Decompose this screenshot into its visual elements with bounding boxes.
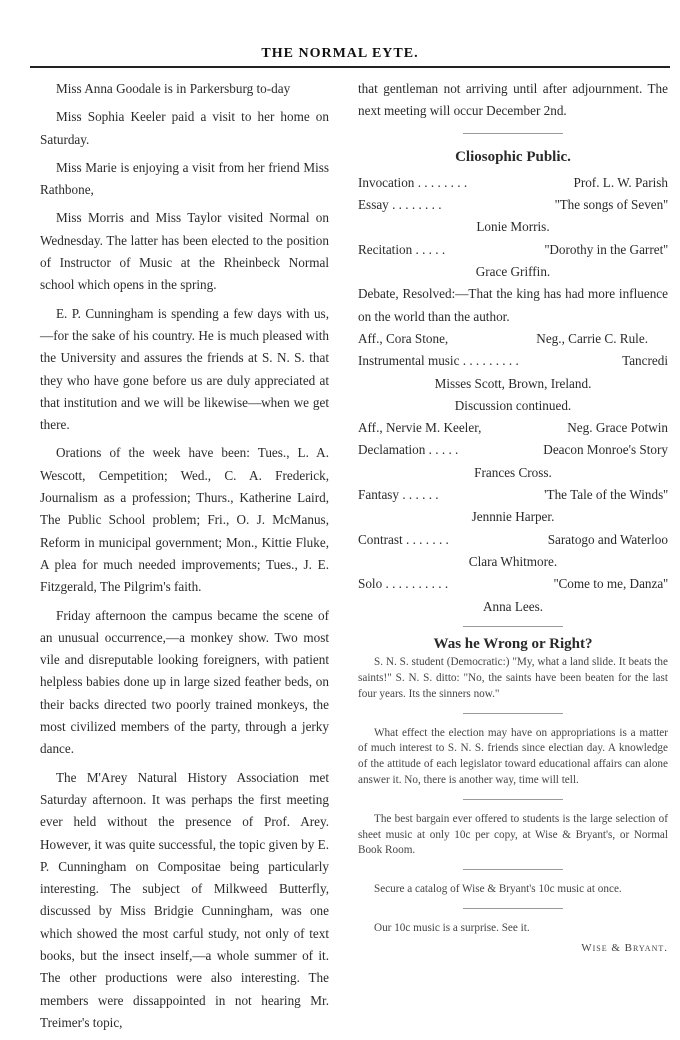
program-fantasy: Fantasy . . . . . . 'The Tale of the Winds'' xyxy=(358,487,668,503)
paragraph: Miss Morris and Miss Taylor visited Normal on Wednesday. The latter has been elected to the position of Instructor of Music at the Rheinbeck Normal school which opens in the spring. xyxy=(40,210,329,293)
program-title: Cliosophic Public. xyxy=(455,148,571,165)
continuation-paragraph: that gentleman not arriving until after adjournment. The next meeting will occur December 2nd. xyxy=(358,81,668,119)
paragraph: The M'Arey Natural History Association met Saturday afternoon. It was perhaps the first meeting ever held without the presence of Prof. Arey. However, it was quite successful, the topic given by E. P. Cunningham on Compositae being particularly interesting. The subject of Milkweed Butterfly, discussed by Miss Bridgie Cunningham, was one which showed the most carful study, not only of text books, but the insect inself,—a whole summer of it. The other productions were also interesting. The members were dissappointed in not hearing Mr. Treimer's topic, xyxy=(40,769,329,1030)
divider xyxy=(463,908,563,909)
performer: Misses Scott, Brown, Ireland. xyxy=(434,375,592,391)
program-recitation: Recitation . . . . . ''Dorothy in the Garret'' xyxy=(358,241,668,257)
performer: Frances Cross. xyxy=(474,464,552,480)
paragraph: Miss Sophia Keeler paid a visit to her home on Saturday. xyxy=(40,109,329,147)
paragraph: Miss Anna Goodale is in Parkersburg to-day xyxy=(56,81,291,96)
divider xyxy=(463,133,563,134)
paragraph: S. N. S. student (Democratic:) "My, what a land slide. It beats the saints!" S. N. S. ditto: "No, the saints have been beaten for the last four years. Its the sinners now." xyxy=(358,656,668,700)
discussion-sides: Aff., Nervie M. Keeler, Neg. Grace Potwin xyxy=(358,420,668,436)
program-instrumental: Instrumental music . . . . . . . . . Tancredi xyxy=(358,353,668,369)
signature: Wise & Bryant. xyxy=(581,941,668,954)
article-title: Was he Wrong or Right? xyxy=(433,635,593,652)
performer: Jennnie Harper. xyxy=(471,509,555,525)
divider xyxy=(463,799,563,800)
paragraph: Orations of the week have been: Tues., L. A. Wescott, Cempetition; Wed., C. A. Frederick, Journalism as a profession; Thurs., Katherine Laird, The Public School problem; Fri., O. J. McManus, Reform in municipal government; Mon., Kittie Fluke, A plea for much needed improvements; Tues., J. E. Fitzgerald, The Pilgrim's faith. xyxy=(40,445,329,595)
paragraph: Friday afternoon the campus became the scene of an unusual occurrence,—a monkey show. Two most vile and disreputable looking foreigners, with patient helpless babies done up in large sized feather beds, on their backs directed two poorly trained monkeys, the most civilized members of the party, through a jerky dance. xyxy=(40,607,329,757)
program-discussion: Discussion continued. xyxy=(454,397,572,413)
advertisement: Our 10c music is a surprise. See it. xyxy=(374,921,530,934)
performer: Anna Lees. xyxy=(482,598,544,614)
advertisement: The best bargain ever offered to students is the large selection of sheet music at only 10c per copy, at Wise & Bryant's, or Normal Book Room. xyxy=(358,812,668,857)
masthead: THE NORMAL EYTE. xyxy=(261,46,419,61)
divider xyxy=(463,713,563,714)
right-column xyxy=(358,78,668,956)
program-debate: Debate, Resolved:—That the king has had more influence on the world than the author. xyxy=(358,286,668,324)
program-solo: Solo . . . . . . . . . . ''Come to me, Danza'' xyxy=(358,576,668,592)
performer: Clara Whitmore. xyxy=(468,553,558,569)
performer: Lonie Morris. xyxy=(476,219,550,235)
debate-sides: Aff., Cora Stone, Neg., Carrie C. Rule. xyxy=(358,330,648,346)
divider xyxy=(463,869,563,870)
program-declamation: Declamation . . . . . Deacon Monroe's Story xyxy=(358,442,668,458)
paragraph: Miss Marie is enjoying a visit from her friend Miss Rathbone, xyxy=(40,159,329,198)
program-contrast: Contrast . . . . . . . Saratogo and Waterloo xyxy=(358,531,668,547)
advertisement: Secure a catalog of Wise & Bryant's 10c music at once. xyxy=(374,883,622,896)
program-essay: Essay . . . . . . . . ''The songs of Seven'' xyxy=(358,197,668,213)
program-invocation: Invocation . . . . . . . . Prof. L. W. Parish xyxy=(358,174,668,190)
left-column xyxy=(40,78,329,1040)
performer: Grace Griffin. xyxy=(475,264,551,280)
divider xyxy=(463,626,563,627)
paragraph: E. P. Cunningham is spending a few days with us,—for the sake of his country. He is much pleased with the University and assures the friends at S. N. S. that they who have gone before us are duly appreciated at that institution and we will be likewise—when we get there. xyxy=(40,305,329,433)
header-rule xyxy=(30,66,670,68)
paragraph: What effect the election may have on appropriations is a matter of much interest to S. N. S. friends since electian day. A knowledge of the attitude of each legislator toward educational affairs can alone answer it. No, there is another way, time will tell. xyxy=(358,726,668,786)
